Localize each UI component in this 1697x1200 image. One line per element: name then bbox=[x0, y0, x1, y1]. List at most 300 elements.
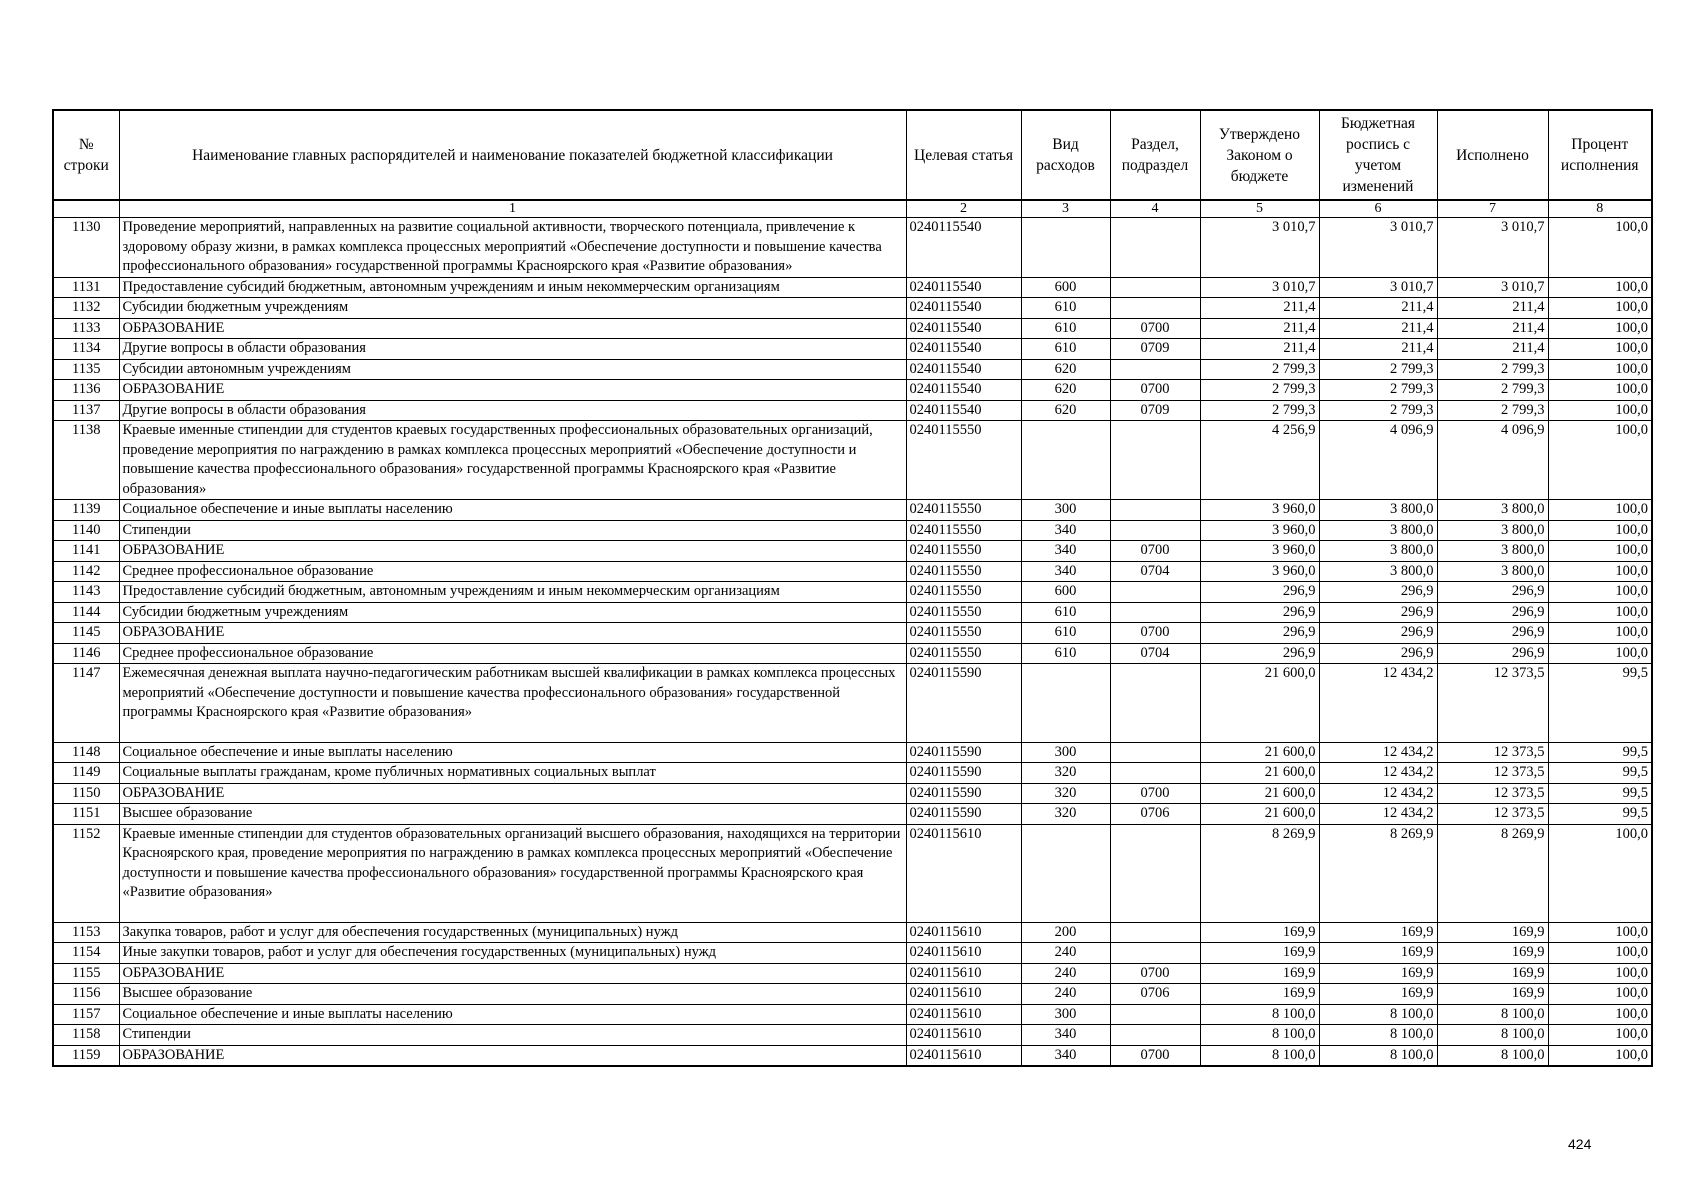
executed-cell: 8 269,9 bbox=[1437, 824, 1548, 922]
target-article-cell: 0240115610 bbox=[906, 984, 1021, 1005]
row-name-cell: ОБРАЗОВАНИЕ bbox=[119, 380, 906, 401]
table-row bbox=[53, 218, 1652, 278]
percent-cell: 100,0 bbox=[1548, 943, 1652, 964]
row-name-cell: Субсидии бюджетным учреждениям bbox=[119, 298, 906, 319]
expense-kind-cell: 240 bbox=[1021, 963, 1110, 984]
percent-cell: 99,5 bbox=[1548, 804, 1652, 825]
row-name-cell: Предоставление субсидий бюджетным, автономным учреждениям и иным некоммерческим организациям bbox=[119, 582, 906, 603]
budget-list-cell: 3 800,0 bbox=[1319, 561, 1437, 582]
header-target: Целевая статья bbox=[906, 110, 1021, 200]
row-number-cell: 1147 bbox=[53, 664, 119, 743]
expense-kind-cell: 610 bbox=[1021, 602, 1110, 623]
approved-cell: 296,9 bbox=[1200, 643, 1319, 664]
header-kind: Вид расходов bbox=[1021, 110, 1110, 200]
header-list: Бюджетная роспись с учетом изменений bbox=[1319, 110, 1437, 200]
row-number-cell: 1131 bbox=[53, 277, 119, 298]
section-cell bbox=[1110, 298, 1200, 319]
budget-list-cell: 2 799,3 bbox=[1319, 380, 1437, 401]
row-number-cell: 1132 bbox=[53, 298, 119, 319]
row-name-cell: Среднее профессиональное образование bbox=[119, 643, 906, 664]
row-number-cell: 1137 bbox=[53, 400, 119, 421]
target-article-cell: 0240115610 bbox=[906, 963, 1021, 984]
row-number-cell: 1133 bbox=[53, 318, 119, 339]
row-name-cell: Другие вопросы в области образования bbox=[119, 339, 906, 360]
budget-list-cell: 12 434,2 bbox=[1319, 664, 1437, 743]
approved-cell: 2 799,3 bbox=[1200, 400, 1319, 421]
target-article-cell: 0240115550 bbox=[906, 520, 1021, 541]
row-name-cell: ОБРАЗОВАНИЕ bbox=[119, 963, 906, 984]
approved-cell: 8 100,0 bbox=[1200, 1045, 1319, 1066]
approved-cell: 8 100,0 bbox=[1200, 1025, 1319, 1046]
section-cell bbox=[1110, 582, 1200, 603]
table-row bbox=[53, 984, 1652, 1005]
budget-list-cell: 169,9 bbox=[1319, 922, 1437, 943]
table-row bbox=[53, 380, 1652, 401]
column-number: 2 bbox=[906, 200, 1021, 218]
row-number-cell: 1145 bbox=[53, 623, 119, 644]
expense-kind-cell: 620 bbox=[1021, 359, 1110, 380]
target-article-cell: 0240115610 bbox=[906, 1025, 1021, 1046]
table-row bbox=[53, 643, 1652, 664]
table-row bbox=[53, 1025, 1652, 1046]
row-number-cell: 1138 bbox=[53, 421, 119, 500]
executed-cell: 169,9 bbox=[1437, 922, 1548, 943]
target-article-cell: 0240115550 bbox=[906, 623, 1021, 644]
table-row bbox=[53, 602, 1652, 623]
row-number-cell: 1139 bbox=[53, 500, 119, 521]
approved-cell: 169,9 bbox=[1200, 943, 1319, 964]
percent-cell: 100,0 bbox=[1548, 1004, 1652, 1025]
row-number-cell: 1148 bbox=[53, 742, 119, 763]
row-name-cell: Краевые именные стипендии для студентов образовательных организаций высшего образования, находящихся на территории Красноярского края, проведение мероприятия по награждению в рамках комплекса процессных мероприятий «Обеспечение доступности и повышение качества профессионального образования» государственной программы Красноярского края «Развитие образования» bbox=[119, 824, 906, 922]
approved-cell: 3 960,0 bbox=[1200, 561, 1319, 582]
approved-cell: 169,9 bbox=[1200, 984, 1319, 1005]
row-name-cell: Социальное обеспечение и иные выплаты населению bbox=[119, 1004, 906, 1025]
row-name-cell: ОБРАЗОВАНИЕ bbox=[119, 623, 906, 644]
expense-kind-cell: 300 bbox=[1021, 742, 1110, 763]
table-row bbox=[53, 277, 1652, 298]
section-cell bbox=[1110, 763, 1200, 784]
percent-cell: 100,0 bbox=[1548, 963, 1652, 984]
table-row bbox=[53, 582, 1652, 603]
target-article-cell: 0240115550 bbox=[906, 643, 1021, 664]
table-row bbox=[53, 541, 1652, 562]
table-row bbox=[53, 742, 1652, 763]
budget-list-cell: 3 800,0 bbox=[1319, 500, 1437, 521]
row-name-cell: Социальное обеспечение и иные выплаты населению bbox=[119, 742, 906, 763]
expense-kind-cell: 340 bbox=[1021, 520, 1110, 541]
approved-cell: 4 256,9 bbox=[1200, 421, 1319, 500]
header-section: Раздел, подраздел bbox=[1110, 110, 1200, 200]
percent-cell: 100,0 bbox=[1548, 421, 1652, 500]
expense-kind-cell: 340 bbox=[1021, 561, 1110, 582]
table-row bbox=[53, 520, 1652, 541]
approved-cell: 211,4 bbox=[1200, 339, 1319, 360]
budget-list-cell: 12 434,2 bbox=[1319, 804, 1437, 825]
target-article-cell: 0240115610 bbox=[906, 922, 1021, 943]
row-number-cell: 1151 bbox=[53, 804, 119, 825]
percent-cell: 99,5 bbox=[1548, 763, 1652, 784]
header-name: Наименование главных распорядителей и наименование показателей бюджетной классификации bbox=[119, 110, 906, 200]
section-cell bbox=[1110, 218, 1200, 278]
approved-cell: 3 010,7 bbox=[1200, 218, 1319, 278]
executed-cell: 2 799,3 bbox=[1437, 380, 1548, 401]
executed-cell: 3 800,0 bbox=[1437, 541, 1548, 562]
section-cell: 0700 bbox=[1110, 963, 1200, 984]
percent-cell: 99,5 bbox=[1548, 783, 1652, 804]
executed-cell: 211,4 bbox=[1437, 318, 1548, 339]
row-name-cell: Стипендии bbox=[119, 520, 906, 541]
budget-list-cell: 169,9 bbox=[1319, 963, 1437, 984]
table-row bbox=[53, 318, 1652, 339]
target-article-cell: 0240115550 bbox=[906, 561, 1021, 582]
row-name-cell: Высшее образование bbox=[119, 804, 906, 825]
column-number-row bbox=[53, 200, 1652, 218]
approved-cell: 211,4 bbox=[1200, 318, 1319, 339]
target-article-cell: 0240115550 bbox=[906, 541, 1021, 562]
section-cell bbox=[1110, 602, 1200, 623]
section-cell: 0706 bbox=[1110, 984, 1200, 1005]
section-cell: 0700 bbox=[1110, 318, 1200, 339]
section-cell: 0704 bbox=[1110, 561, 1200, 582]
expense-kind-cell: 240 bbox=[1021, 943, 1110, 964]
approved-cell: 3 960,0 bbox=[1200, 520, 1319, 541]
row-name-cell: Среднее профессиональное образование bbox=[119, 561, 906, 582]
target-article-cell: 0240115610 bbox=[906, 1004, 1021, 1025]
approved-cell: 3 960,0 bbox=[1200, 541, 1319, 562]
percent-cell: 100,0 bbox=[1548, 400, 1652, 421]
row-number-cell: 1142 bbox=[53, 561, 119, 582]
expense-kind-cell bbox=[1021, 421, 1110, 500]
row-name-cell: Другие вопросы в области образования bbox=[119, 400, 906, 421]
executed-cell: 4 096,9 bbox=[1437, 421, 1548, 500]
expense-kind-cell bbox=[1021, 218, 1110, 278]
percent-cell: 99,5 bbox=[1548, 664, 1652, 743]
executed-cell: 169,9 bbox=[1437, 963, 1548, 984]
percent-cell: 100,0 bbox=[1548, 922, 1652, 943]
budget-list-cell: 8 100,0 bbox=[1319, 1045, 1437, 1066]
executed-cell: 8 100,0 bbox=[1437, 1025, 1548, 1046]
expense-kind-cell: 340 bbox=[1021, 1045, 1110, 1066]
target-article-cell: 0240115540 bbox=[906, 318, 1021, 339]
table-row bbox=[53, 1045, 1652, 1066]
percent-cell: 100,0 bbox=[1548, 277, 1652, 298]
expense-kind-cell: 600 bbox=[1021, 277, 1110, 298]
expense-kind-cell bbox=[1021, 664, 1110, 743]
executed-cell: 211,4 bbox=[1437, 298, 1548, 319]
expense-kind-cell: 620 bbox=[1021, 400, 1110, 421]
table-row bbox=[53, 1004, 1652, 1025]
percent-cell: 100,0 bbox=[1548, 380, 1652, 401]
approved-cell: 21 600,0 bbox=[1200, 763, 1319, 784]
executed-cell: 3 010,7 bbox=[1437, 218, 1548, 278]
expense-kind-cell: 620 bbox=[1021, 380, 1110, 401]
expense-kind-cell bbox=[1021, 824, 1110, 922]
expense-kind-cell: 200 bbox=[1021, 922, 1110, 943]
executed-cell: 2 799,3 bbox=[1437, 359, 1548, 380]
row-name-cell: Ежемесячная денежная выплата научно-педагогическим работникам высшей квалификации в рамках комплекса процессных мероприятий «Обеспечение доступности и повышение качества профессионального образования» государственной программы Красноярского края «Развитие образования» bbox=[119, 664, 906, 743]
expense-kind-cell: 610 bbox=[1021, 298, 1110, 319]
row-number-cell: 1150 bbox=[53, 783, 119, 804]
section-cell bbox=[1110, 943, 1200, 964]
section-cell bbox=[1110, 520, 1200, 541]
expense-kind-cell: 320 bbox=[1021, 763, 1110, 784]
table-row bbox=[53, 400, 1652, 421]
row-number-cell: 1140 bbox=[53, 520, 119, 541]
executed-cell: 3 800,0 bbox=[1437, 561, 1548, 582]
percent-cell: 100,0 bbox=[1548, 318, 1652, 339]
section-cell bbox=[1110, 277, 1200, 298]
budget-list-cell: 169,9 bbox=[1319, 943, 1437, 964]
row-number-cell: 1156 bbox=[53, 984, 119, 1005]
budget-list-cell: 211,4 bbox=[1319, 339, 1437, 360]
row-number-cell: 1149 bbox=[53, 763, 119, 784]
budget-list-cell: 211,4 bbox=[1319, 298, 1437, 319]
executed-cell: 12 373,5 bbox=[1437, 804, 1548, 825]
table-row bbox=[53, 339, 1652, 360]
row-number-cell: 1136 bbox=[53, 380, 119, 401]
approved-cell: 21 600,0 bbox=[1200, 742, 1319, 763]
table-row bbox=[53, 763, 1652, 784]
budget-table bbox=[52, 109, 1653, 1067]
table-body bbox=[53, 218, 1652, 1067]
section-cell: 0700 bbox=[1110, 1045, 1200, 1066]
executed-cell: 2 799,3 bbox=[1437, 400, 1548, 421]
table-row bbox=[53, 943, 1652, 964]
table-row bbox=[53, 664, 1652, 743]
executed-cell: 12 373,5 bbox=[1437, 783, 1548, 804]
budget-list-cell: 3 010,7 bbox=[1319, 218, 1437, 278]
section-cell: 0709 bbox=[1110, 339, 1200, 360]
section-cell bbox=[1110, 1025, 1200, 1046]
column-number: 7 bbox=[1437, 200, 1548, 218]
expense-kind-cell: 610 bbox=[1021, 318, 1110, 339]
table-row bbox=[53, 623, 1652, 644]
percent-cell: 100,0 bbox=[1548, 984, 1652, 1005]
row-number-cell: 1143 bbox=[53, 582, 119, 603]
section-cell: 0706 bbox=[1110, 804, 1200, 825]
row-number-cell: 1134 bbox=[53, 339, 119, 360]
expense-kind-cell: 300 bbox=[1021, 500, 1110, 521]
executed-cell: 169,9 bbox=[1437, 943, 1548, 964]
row-number-cell: 1155 bbox=[53, 963, 119, 984]
row-name-cell: Проведение мероприятий, направленных на развитие социальной активности, творческого потенциала, привлечение к здоровому образу жизни, в рамках комплекса процессных мероприятий «Обеспечение доступности и повышение качества профессионального образования» государственной программы Красноярского края «Развитие образования» bbox=[119, 218, 906, 278]
executed-cell: 211,4 bbox=[1437, 339, 1548, 360]
section-cell: 0704 bbox=[1110, 643, 1200, 664]
row-name-cell: ОБРАЗОВАНИЕ bbox=[119, 783, 906, 804]
header-row bbox=[53, 110, 1652, 200]
approved-cell: 296,9 bbox=[1200, 582, 1319, 603]
row-name-cell: Предоставление субсидий бюджетным, автономным учреждениям и иным некоммерческим организациям bbox=[119, 277, 906, 298]
column-number: 8 bbox=[1548, 200, 1652, 218]
budget-list-cell: 12 434,2 bbox=[1319, 783, 1437, 804]
table-row bbox=[53, 298, 1652, 319]
row-number-cell: 1152 bbox=[53, 824, 119, 922]
table-row bbox=[53, 561, 1652, 582]
row-name-cell: ОБРАЗОВАНИЕ bbox=[119, 1045, 906, 1066]
percent-cell: 100,0 bbox=[1548, 1045, 1652, 1066]
percent-cell: 100,0 bbox=[1548, 541, 1652, 562]
row-number-cell: 1157 bbox=[53, 1004, 119, 1025]
percent-cell: 100,0 bbox=[1548, 643, 1652, 664]
budget-list-cell: 3 800,0 bbox=[1319, 541, 1437, 562]
target-article-cell: 0240115590 bbox=[906, 664, 1021, 743]
expense-kind-cell: 340 bbox=[1021, 541, 1110, 562]
executed-cell: 296,9 bbox=[1437, 623, 1548, 644]
target-article-cell: 0240115610 bbox=[906, 943, 1021, 964]
percent-cell: 100,0 bbox=[1548, 824, 1652, 922]
expense-kind-cell: 320 bbox=[1021, 804, 1110, 825]
row-name-cell: ОБРАЗОВАНИЕ bbox=[119, 541, 906, 562]
budget-list-cell: 3 800,0 bbox=[1319, 520, 1437, 541]
budget-list-cell: 296,9 bbox=[1319, 582, 1437, 603]
section-cell: 0709 bbox=[1110, 400, 1200, 421]
approved-cell: 169,9 bbox=[1200, 963, 1319, 984]
approved-cell: 169,9 bbox=[1200, 922, 1319, 943]
budget-list-cell: 3 010,7 bbox=[1319, 277, 1437, 298]
approved-cell: 8 269,9 bbox=[1200, 824, 1319, 922]
expense-kind-cell: 300 bbox=[1021, 1004, 1110, 1025]
table-row bbox=[53, 500, 1652, 521]
approved-cell: 2 799,3 bbox=[1200, 359, 1319, 380]
page-number: 424 bbox=[1568, 1136, 1592, 1152]
budget-list-cell: 296,9 bbox=[1319, 623, 1437, 644]
executed-cell: 8 100,0 bbox=[1437, 1045, 1548, 1066]
executed-cell: 3 010,7 bbox=[1437, 277, 1548, 298]
section-cell bbox=[1110, 421, 1200, 500]
row-number-cell: 1159 bbox=[53, 1045, 119, 1066]
row-name-cell: Социальное обеспечение и иные выплаты населению bbox=[119, 500, 906, 521]
percent-cell: 100,0 bbox=[1548, 339, 1652, 360]
executed-cell: 12 373,5 bbox=[1437, 664, 1548, 743]
target-article-cell: 0240115550 bbox=[906, 500, 1021, 521]
approved-cell: 21 600,0 bbox=[1200, 783, 1319, 804]
percent-cell: 100,0 bbox=[1548, 582, 1652, 603]
budget-list-cell: 2 799,3 bbox=[1319, 400, 1437, 421]
section-cell bbox=[1110, 824, 1200, 922]
header-percent: Процент исполнения bbox=[1548, 110, 1652, 200]
budget-list-cell: 4 096,9 bbox=[1319, 421, 1437, 500]
row-name-cell: Краевые именные стипендии для студентов краевых государственных профессиональных образовательных организаций, проведение мероприятия по награждению в рамках комплекса процессных мероприятий «Обеспечение доступности и повышение качества профессионального образования» государственной программы Красноярского края «Развитие образования» bbox=[119, 421, 906, 500]
executed-cell: 169,9 bbox=[1437, 984, 1548, 1005]
target-article-cell: 0240115540 bbox=[906, 218, 1021, 278]
budget-list-cell: 8 269,9 bbox=[1319, 824, 1437, 922]
target-article-cell: 0240115540 bbox=[906, 380, 1021, 401]
column-number: 4 bbox=[1110, 200, 1200, 218]
target-article-cell: 0240115540 bbox=[906, 277, 1021, 298]
approved-cell: 8 100,0 bbox=[1200, 1004, 1319, 1025]
row-number-cell: 1158 bbox=[53, 1025, 119, 1046]
approved-cell: 2 799,3 bbox=[1200, 380, 1319, 401]
target-article-cell: 0240115590 bbox=[906, 804, 1021, 825]
row-name-cell: Иные закупки товаров, работ и услуг для обеспечения государственных (муниципальных) нужд bbox=[119, 943, 906, 964]
section-cell bbox=[1110, 1004, 1200, 1025]
row-name-cell: Закупка товаров, работ и услуг для обеспечения государственных (муниципальных) нужд bbox=[119, 922, 906, 943]
executed-cell: 8 100,0 bbox=[1437, 1004, 1548, 1025]
executed-cell: 296,9 bbox=[1437, 643, 1548, 664]
budget-list-cell: 2 799,3 bbox=[1319, 359, 1437, 380]
percent-cell: 99,5 bbox=[1548, 742, 1652, 763]
expense-kind-cell: 610 bbox=[1021, 623, 1110, 644]
table-row bbox=[53, 783, 1652, 804]
row-number-cell: 1144 bbox=[53, 602, 119, 623]
expense-kind-cell: 610 bbox=[1021, 339, 1110, 360]
approved-cell: 21 600,0 bbox=[1200, 664, 1319, 743]
budget-list-cell: 8 100,0 bbox=[1319, 1025, 1437, 1046]
percent-cell: 100,0 bbox=[1548, 623, 1652, 644]
budget-list-cell: 12 434,2 bbox=[1319, 742, 1437, 763]
row-name-cell: Стипендии bbox=[119, 1025, 906, 1046]
percent-cell: 100,0 bbox=[1548, 359, 1652, 380]
target-article-cell: 0240115550 bbox=[906, 582, 1021, 603]
row-number-cell: 1146 bbox=[53, 643, 119, 664]
budget-list-cell: 296,9 bbox=[1319, 602, 1437, 623]
row-name-cell: ОБРАЗОВАНИЕ bbox=[119, 318, 906, 339]
table-row bbox=[53, 421, 1652, 500]
target-article-cell: 0240115540 bbox=[906, 359, 1021, 380]
section-cell bbox=[1110, 359, 1200, 380]
header-done: Исполнено bbox=[1437, 110, 1548, 200]
budget-list-cell: 169,9 bbox=[1319, 984, 1437, 1005]
executed-cell: 3 800,0 bbox=[1437, 520, 1548, 541]
table-row bbox=[53, 804, 1652, 825]
row-number-cell: 1153 bbox=[53, 922, 119, 943]
section-cell: 0700 bbox=[1110, 541, 1200, 562]
percent-cell: 100,0 bbox=[1548, 561, 1652, 582]
row-number-cell: 1135 bbox=[53, 359, 119, 380]
section-cell bbox=[1110, 664, 1200, 743]
percent-cell: 100,0 bbox=[1548, 298, 1652, 319]
budget-list-cell: 12 434,2 bbox=[1319, 763, 1437, 784]
target-article-cell: 0240115590 bbox=[906, 783, 1021, 804]
target-article-cell: 0240115610 bbox=[906, 1045, 1021, 1066]
row-number-cell: 1130 bbox=[53, 218, 119, 278]
percent-cell: 100,0 bbox=[1548, 1025, 1652, 1046]
row-name-cell: Социальные выплаты гражданам, кроме публичных нормативных социальных выплат bbox=[119, 763, 906, 784]
row-name-cell: Высшее образование bbox=[119, 984, 906, 1005]
column-number: 3 bbox=[1021, 200, 1110, 218]
target-article-cell: 0240115550 bbox=[906, 421, 1021, 500]
approved-cell: 3 010,7 bbox=[1200, 277, 1319, 298]
section-cell: 0700 bbox=[1110, 380, 1200, 401]
approved-cell: 296,9 bbox=[1200, 602, 1319, 623]
table-row bbox=[53, 824, 1652, 922]
percent-cell: 100,0 bbox=[1548, 520, 1652, 541]
section-cell: 0700 bbox=[1110, 783, 1200, 804]
budget-list-cell: 211,4 bbox=[1319, 318, 1437, 339]
target-article-cell: 0240115540 bbox=[906, 339, 1021, 360]
column-number: 5 bbox=[1200, 200, 1319, 218]
budget-list-cell: 296,9 bbox=[1319, 643, 1437, 664]
section-cell bbox=[1110, 500, 1200, 521]
approved-cell: 21 600,0 bbox=[1200, 804, 1319, 825]
executed-cell: 3 800,0 bbox=[1437, 500, 1548, 521]
row-name-cell: Субсидии бюджетным учреждениям bbox=[119, 602, 906, 623]
column-number bbox=[53, 200, 119, 218]
expense-kind-cell: 610 bbox=[1021, 643, 1110, 664]
expense-kind-cell: 240 bbox=[1021, 984, 1110, 1005]
table-row bbox=[53, 359, 1652, 380]
target-article-cell: 0240115590 bbox=[906, 763, 1021, 784]
target-article-cell: 0240115540 bbox=[906, 298, 1021, 319]
column-number: 1 bbox=[119, 200, 906, 218]
row-name-cell: Субсидии автономным учреждениям bbox=[119, 359, 906, 380]
percent-cell: 100,0 bbox=[1548, 602, 1652, 623]
executed-cell: 296,9 bbox=[1437, 582, 1548, 603]
executed-cell: 296,9 bbox=[1437, 602, 1548, 623]
target-article-cell: 0240115550 bbox=[906, 602, 1021, 623]
table-row bbox=[53, 963, 1652, 984]
